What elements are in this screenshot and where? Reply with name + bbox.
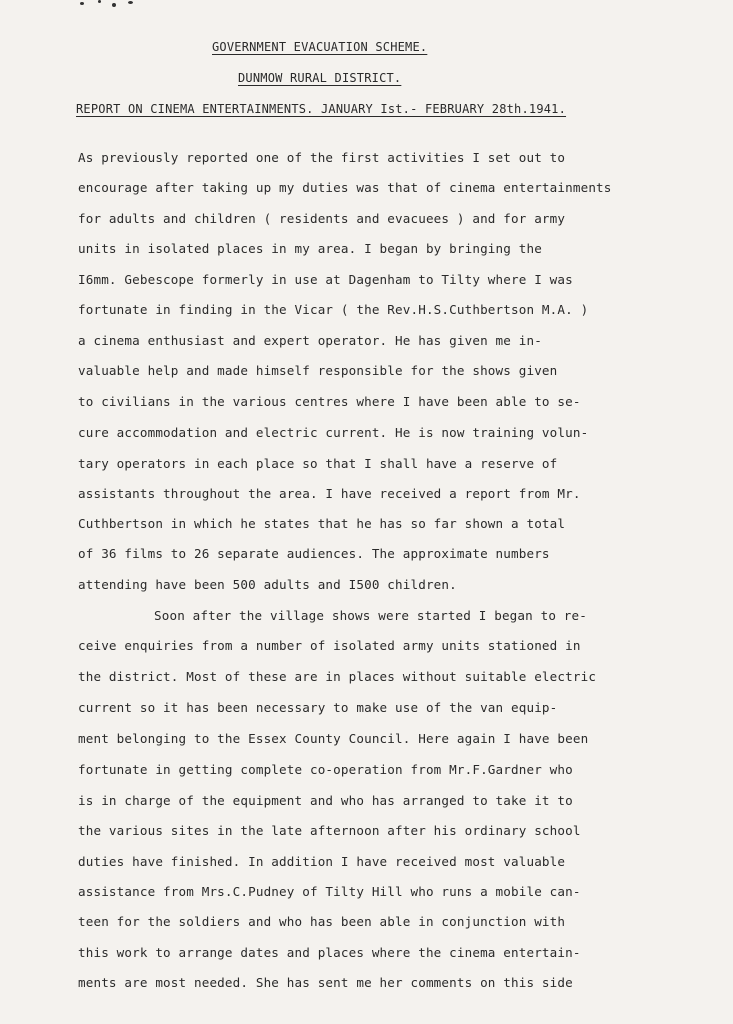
body-line: teen for the soldiers and who has been able in conjunction with — [78, 914, 566, 929]
body-line: assistants throughout the area. I have received a report from Mr. — [78, 486, 581, 501]
body-line: ment belonging to the Essex County Council. Here again I have been — [78, 731, 589, 746]
body-line: valuable help and made himself responsible for the shows given — [78, 363, 558, 378]
body-line: duties have finished. In addition I have received most valuable — [78, 854, 566, 869]
body-line: encourage after taking up my duties was that of cinema entertainments — [78, 180, 612, 195]
body-line: the various sites in the late afternoon after his ordinary school — [78, 823, 581, 838]
heading-scheme: GOVERNMENT EVACUATION SCHEME. — [212, 40, 428, 54]
body-line: tary operators in each place so that I shall have a reserve of — [78, 456, 558, 471]
body-line: fortunate in getting complete co-operation from Mr.F.Gardner who — [78, 762, 573, 777]
body-line: this work to arrange dates and places where the cinema entertain- — [78, 945, 581, 960]
body-line: I6mm. Gebescope formerly in use at Dagenham to Tilty where I was — [78, 272, 573, 287]
body-line: cure accommodation and electric current. He is now training volun- — [78, 425, 589, 440]
body-line: assistance from Mrs.C.Pudney of Tilty Hill who runs a mobile can- — [78, 884, 581, 899]
body-line: current so it has been necessary to make use of the van equip- — [78, 700, 558, 715]
body-line: of 36 films to 26 separate audiences. The approximate numbers — [78, 546, 550, 561]
body-line: ments are most needed. She has sent me her comments on this side — [78, 975, 573, 990]
body-line: ceive enquiries from a number of isolated army units stationed in — [78, 638, 581, 653]
body-line: Cuthbertson in which he states that he has so far shown a total — [78, 516, 566, 531]
body-line: for adults and children ( residents and evacuees ) and for army — [78, 211, 566, 226]
body-line: is in charge of the equipment and who has arranged to take it to — [78, 793, 573, 808]
body-line: a cinema enthusiast and expert operator. He has given me in- — [78, 333, 542, 348]
heading-report-title: REPORT ON CINEMA ENTERTAINMENTS. JANUARY Ist.- FEBRUARY 28th.1941. — [76, 102, 567, 116]
heading-district: DUNMOW RURAL DISTRICT. — [238, 71, 402, 85]
body-line: units in isolated places in my area. I began by bringing the — [78, 241, 542, 256]
body-line: As previously reported one of the first activities I set out to — [78, 150, 566, 165]
body-line: to civilians in the various centres where I have been able to se- — [78, 394, 581, 409]
body-line-indented: Soon after the village shows were started I began to re- — [154, 608, 587, 623]
body-line: the district. Most of these are in places without suitable electric — [78, 669, 597, 684]
body-line: attending have been 500 adults and I500 children. — [78, 577, 457, 592]
body-line: fortunate in finding in the Vicar ( the Rev.H.S.Cuthbertson M.A. ) — [78, 302, 589, 317]
